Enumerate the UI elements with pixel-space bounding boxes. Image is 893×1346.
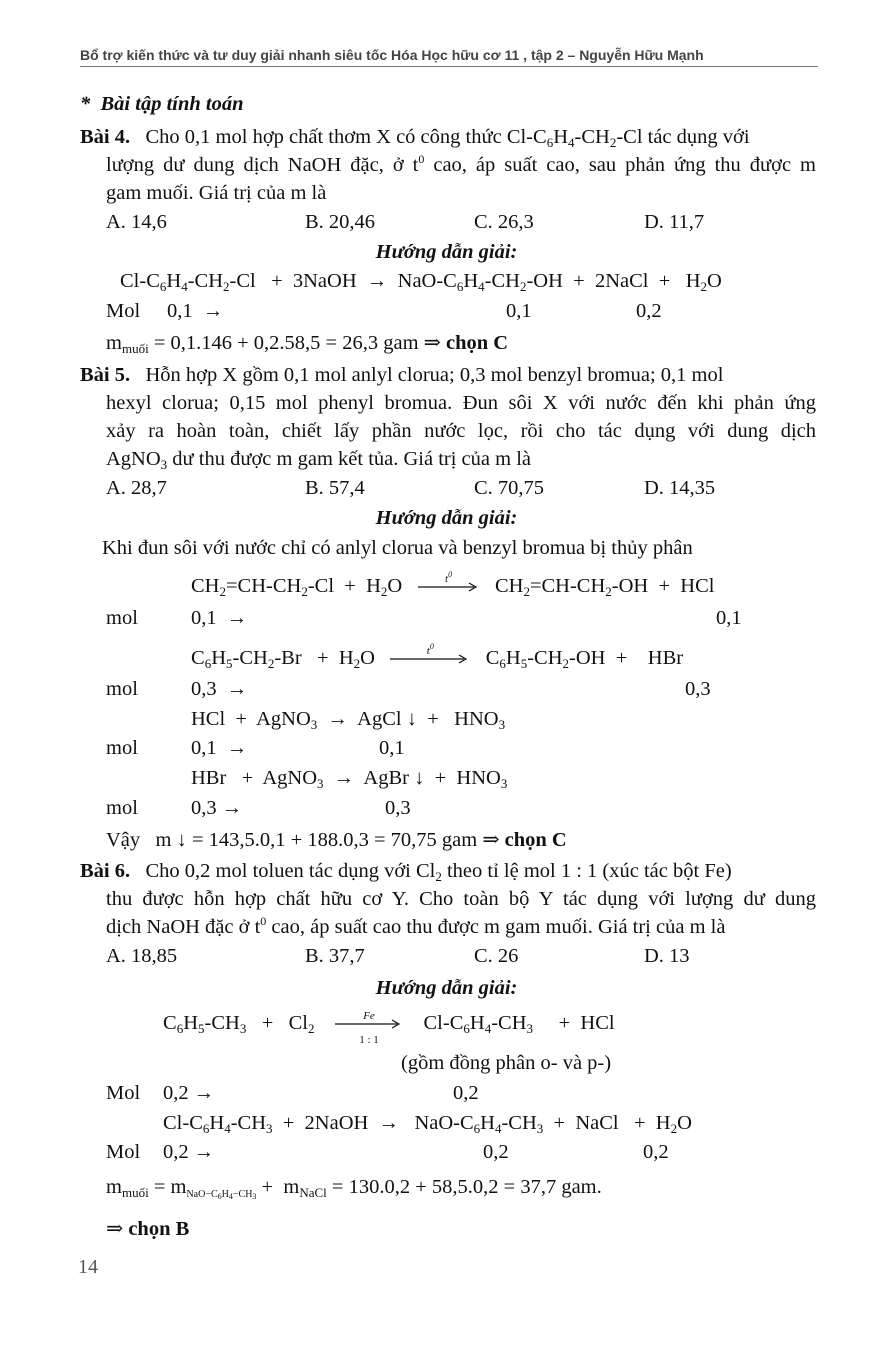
b6-mol1-b: 0,2 [453,1082,479,1104]
b6-mol1-a: 0,2 → [163,1082,215,1104]
b5-line3: xảy ra hoàn toàn, chiết lấy phần nước lọc, rồi cho tác dụng với dung dịch [106,420,816,442]
b4-mol-a-val: 0,1 [167,300,193,322]
b4-mass-eq: = 0,1.146 + 0,2.58,5 = 26,3 gam [153,332,419,354]
b5-line2: hexyl clorua; 0,15 mol phenyl bromua. Đun sôi X với nước đến khi phản ứng [106,392,816,414]
b5-eq4: HBr + AgNO$_3$ → AgBr ↓ + $HNO_3$ [191,767,508,791]
b5-guide: Hướng dẫn giải: [375,507,518,529]
b4-opt-d: D. 11,7 [644,211,705,233]
b6-l1b: theo tỉ lệ mol 1 : 1 (xúc tác bột Fe) [446,860,732,882]
b5-eq3: HCl + AgNO$_3$ → AgCl ↓ + $HNO_3$ [191,708,506,732]
b6-eq2: $Cl-C_6H_4-CH_3$ + 2NaOH → NaO-$C_6H_4-CH_3$ + NaCl + $H_2O$ [163,1112,692,1136]
section-title-text: Bài tập tính toán [100,93,244,115]
b5-mol1-label: mol [106,607,138,629]
b6-opt-d: D. 13 [644,945,690,967]
b4-equation: $Cl-C_6H_4-CH_2-Cl$ + 3NaOH → NaO-$C_6H_4-CH_2-OH$ + 2NaCl + $H_2O$ [120,270,722,294]
b6-l1a: Cho 0,2 mol toluen tác dụng với Cl [145,860,436,882]
b6-opt-b: B. 37,7 [305,945,365,967]
b5-mol2-a: 0,3 → [191,678,248,700]
b6-line1: Bài 6. Cho 0,2 mol toluen tác dụng với $Cl_2$ theo tỉ lệ mol 1 : 1 (xúc tác bột Fe) [80,860,732,884]
b4-label: Bài 4. [80,126,131,148]
b5-mol4-b: 0,3 [385,797,411,819]
b5-mol4-a: 0,3 → [191,797,243,819]
b6-answer: chọn B [128,1218,190,1240]
b5-opt-a: A. 28,7 [106,477,167,499]
b4-p2: lượng dư dung dịch NaOH đặc, ở t [106,154,419,176]
b5-mol2-label: mol [106,678,138,700]
b5-mol3-b: 0,1 [379,737,405,759]
b6-eq1: $C_6H_5-CH_3 + Cl_2$ Fe 1 : 1 $Cl-C_6H_4-CH_3$ + HCl [163,1010,615,1047]
b5-opt-b: B. 57,4 [305,477,365,499]
b6-opt-a: A. 18,85 [106,945,178,967]
section-title [80,91,243,117]
b5-eq2: $C_6H_5-CH_2-Br + H_2O$ $t^0$ $C_6H_5-CH_2-OH$ + HBr [191,642,684,671]
b4-opt-b: B. 20,46 [305,211,376,233]
b6-answer-line: ⇒ chọn B [106,1218,190,1240]
b5-line4: AgNO$_3$ dư thu được m gam kết tủa. Giá trị của m là [106,448,531,472]
b5-mol1-b: 0,1 [716,607,742,629]
b4-line2: lượng dư dung dịch NaOH đặc, ở $t^0$ cao, áp suất cao, sau phản ứng thu được m [106,152,816,176]
b4-line1: Bài 4. Cho 0,1 mol hợp chất thơm X có công thức $Cl-C_6H_4-CH_2-Cl$ tác dụng với [80,126,750,150]
b5-answer: chọn C [504,829,567,851]
b5-mol3-a-val: 0,1 [191,737,217,759]
b6-mol2-b: 0,2 [483,1141,509,1163]
b6-mol1-a-val: 0,2 [163,1082,189,1104]
b4-guide: Hướng dẫn giải: [375,241,518,263]
b5-opt-d: D. 14,35 [644,477,716,499]
b6-mol2-label: Mol [106,1141,141,1163]
b5-mol3-a: 0,1 → [191,737,248,759]
b4-mol-label: Mol [106,300,141,322]
b6-l3b: cao, áp suất cao thu được m gam muối. Giá trị của m là [271,916,726,938]
b4-line3: gam muối. Giá trị của m là [106,182,327,204]
b6-mol2-a-val: 0,2 [163,1141,189,1163]
b5-l1: Hỗn hợp X gồm 0,1 mol anlyl clorua; 0,3 mol benzyl bromua; 0,1 mol [145,364,724,386]
b5-mol4-a-val: 0,3 [191,797,217,819]
b4-mol-a: 0,1 → [167,300,224,322]
b6-line3: dịch NaOH đặc ở $t^0$ cao, áp suất cao thu được m gam muối. Giá trị của m là [106,914,726,938]
b6-isomer-note: (gồm đồng phân o- và p-) [401,1052,612,1074]
b4-p1: Cho 0,1 mol hợp chất thơm X có công thức Cl-C [145,126,547,148]
b6-mol2-a: 0,2 → [163,1141,215,1163]
b5-eq1: $CH_2=CH-CH_2-Cl + H_2O$ $t^0$ $CH_2=CH-CH_2-OH$ + HCl [191,570,715,599]
b5-intro: Khi đun sôi với nước chỉ có anlyl clorua và benzyl bromua bị thủy phân [102,537,693,559]
b5-conclusion-eq: m ↓ = 143,5.0,1 + 188.0,3 = 70,75 gam [155,829,478,851]
b4-opt-c: C. 26,3 [474,211,534,233]
bullet: * [80,93,91,115]
b5-mol4-label: mol [106,797,138,819]
running-header: Bổ trợ kiến thức và tư duy giải nhanh siêu tốc Hóa Học hữu cơ 11 , tập 2 – Nguyễn Hữu Mạnh [80,47,818,67]
b6-label: Bài 6. [80,860,131,882]
b5-mol1-a: 0,1 → [191,607,248,629]
heat-arrow: $t^0$ [418,582,480,592]
b6-line2: thu được hỗn hợp chất hữu cơ Y. Cho toàn bộ Y tác dụng với lượng dư dung [106,888,816,910]
b5-mol2-a-val: 0,3 [191,678,217,700]
b4-mol-c: 0,2 [636,300,662,322]
b4-opt-a: A. 14,6 [106,211,167,233]
page-number: 14 [78,1256,98,1278]
b5-mol2-b: 0,3 [685,678,711,700]
b6-mol2-c: 0,2 [643,1141,669,1163]
b5-conclusion: Vậy m ↓ = 143,5.0,1 + 188.0,3 = 70,75 gam ⇒ chọn C [106,829,567,851]
b5-line1 [80,362,816,388]
b6-l3a: dịch NaOH đặc ở t [106,916,261,938]
b5-opt-c: C. 70,75 [474,477,545,499]
heat-arrow: $t^0$ [390,654,470,664]
b4-mass: $m_{muối} = 0,1.146 + 0,2.58,5 = 26,3$ gam ⇒ chọn C [106,332,509,356]
fe-arrow: Fe 1 : 1 [335,1019,403,1029]
b4-answer: chọn C [445,332,509,354]
b5-mol1-a-val: 0,1 [191,607,217,629]
b4-mol-b: 0,1 [506,300,532,322]
b5-l4: dư thu được m gam kết tủa. Giá trị của m là [172,448,531,470]
b6-mass-eq: = 130.0,2 + 58,5.0,2 = 37,7 gam. [331,1176,602,1198]
b5-vay: Vậy [106,829,141,851]
b5-mol3-label: mol [106,737,138,759]
b6-opt-c: C. 26 [474,945,519,967]
b6-guide: Hướng dẫn giải: [375,977,518,999]
b5-label: Bài 5. [80,364,131,386]
b6-mol1-label: Mol [106,1082,141,1104]
b6-mass: $m_{muối} = m_{NaO-C_6H_4-CH_3} + m_{NaCl} = 130.0,2 + 58,5.0,2 = 37,7$ gam. [106,1176,602,1201]
